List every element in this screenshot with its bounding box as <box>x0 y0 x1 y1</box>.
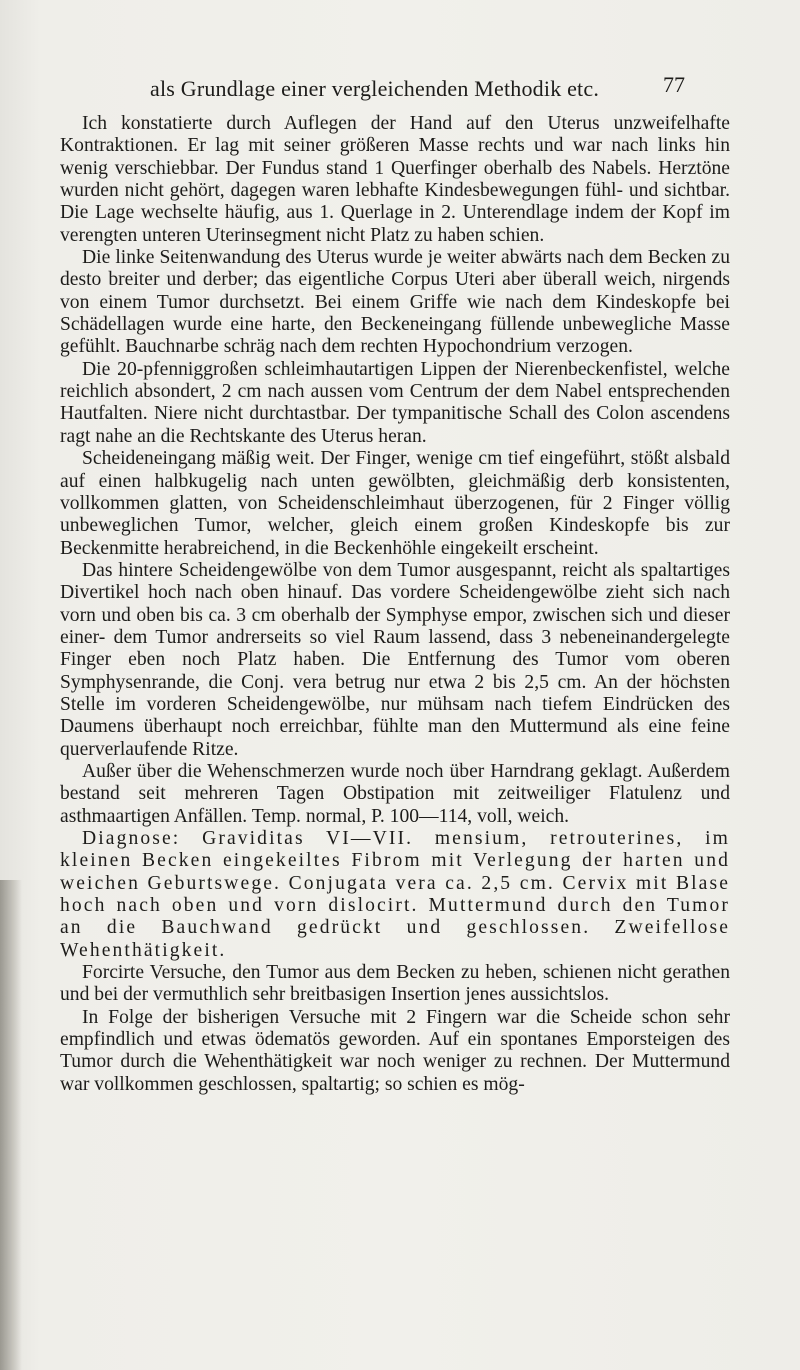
paragraph-posterior-fornix: Das hintere Scheidengewölbe von dem Tumor ausgespannt, reicht als spaltartiges Divertikel hoch nach oben hinauf. Das vordere Scheidengewölbe zieht sich nach vorn und oben bis ca. 3 cm oberhalb der Symphyse empor, zwischen sich und dieser einer- dem Tumor andrerseits so viel Raum lassend, dass 3 nebeneinandergelegte Finger eben noch Platz haben. Die Entfernung des Tumor vom oberen Symphysenrande, die Conj. vera betrug nur etwa 2 bis 2,5 cm. An der höchsten Stelle im vorderen Scheidengewölbe, nur mühsam nach tiefem Eindrücken des Daumens überhaupt noch erreichbar, fühlte man den Muttermund als eine feine querverlaufende Ritze. <box>60 559 730 760</box>
binding-shadow <box>0 880 22 1370</box>
paragraph-vaginal-exam: Scheideneingang mäßig weit. Der Finger, wenige cm tief eingeführt, stößt alsbald auf einen halbkugelig nach unten gewölbten, gleichmäßig derb konsistenten, vollkommen glatten, von Scheidenschleimhaut überzogenen, für 2 Finger völlig unbeweglichen Tumor, welcher, gleich einem großen Kindeskopfe bis zur Beckenmitte herabreichend, in die Beckenhöhle eingekeilt erscheint. <box>60 448 730 559</box>
page-number: 77 <box>663 72 685 97</box>
paragraph-diagnosis: Diagnose: Graviditas VI—VII. mensium, retrouterines, im kleinen Becken eingekeiltes Fibrom mit Verlegung der harten und weichen Geburtswege. Conjugata vera ca. 2,5 cm. Cervix mit Blase hoch nach oben und vorn dislocirt. Muttermund durch den Tumor an die Bauchwand gedrückt und geschlossen. Zweifellose Wehenthätigkeit. <box>60 828 730 961</box>
paragraph-attempts: Forcirte Versuche, den Tumor aus dem Becken zu heben, schienen nicht gerathen und bei der vermuthlich sehr breitbasigen Insertion jenes aussichtslos. <box>60 962 730 1006</box>
paragraph-symptoms: Außer über die Wehenschmerzen wurde noch über Harndrang geklagt. Außerdem bestand seit mehreren Tagen Obstipation mit zeitweiliger Flatulenz und asthmaartigen Anfällen. Temp. normal, P. 100—114, voll, weich. <box>60 760 730 827</box>
paragraph-uterus-contractions: Ich konstatierte durch Auflegen der Hand auf den Uterus unzweifelhafte Kontraktionen. Er lag mit seiner größeren Masse rechts und war nach links hin wenig verschiebbar. Der Fundus stand 1 Querfinger oberhalb des Nabels. Herztöne wurden nicht gehört, dagegen waren lebhafte Kindesbewegungen fühl- und sichtbar. Die Lage wechselte häufig, aus 1. Querlage in 2. Unterendlage indem der Kopf im verengten unteren Uterinsegment nicht Platz zu haben schien. <box>60 113 730 246</box>
paragraph-consequences: In Folge der bisherigen Versuche mit 2 Fingern war die Scheide schon sehr empfindlich und etwas ödematös geworden. Auf ein spontanes Emporsteigen des Tumor durch die Wehenthätigkeit war noch weniger zu rechnen. Der Muttermund war vollkommen geschlossen, spaltartig; so schien es mög- <box>60 1006 730 1095</box>
paragraph-left-wall: Die linke Seitenwandung des Uterus wurde je weiter abwärts nach dem Becken zu desto breiter und derber; das eigentliche Corpus Uteri aber überall weich, nirgends von einem Tumor durchsetzt. Bei einem Griffe wie nach dem Kindeskopfe bei Schädellagen wurde eine harte, den Beckeneingang füllende unbewegliche Masse gefühlt. Bauchnarbe schräg nach dem rechten Hypochondrium verzogen. <box>60 247 730 358</box>
running-head-title: als Grundlage einer vergleichenden Methodik etc. <box>150 76 600 101</box>
body-text <box>60 113 730 1096</box>
running-head <box>150 72 685 106</box>
paragraph-fistula: Die 20-pfenniggroßen schleimhautartigen Lippen der Nierenbeckenfistel, welche reichlich absondert, 2 cm nach aussen vom Centrum der dem Nabel entsprechenden Hautfalten. Niere nicht durchtastbar. Der tympanitische Schall des Colon ascendens ragt nahe an die Rechtskante des Uterus heran. <box>60 358 730 447</box>
